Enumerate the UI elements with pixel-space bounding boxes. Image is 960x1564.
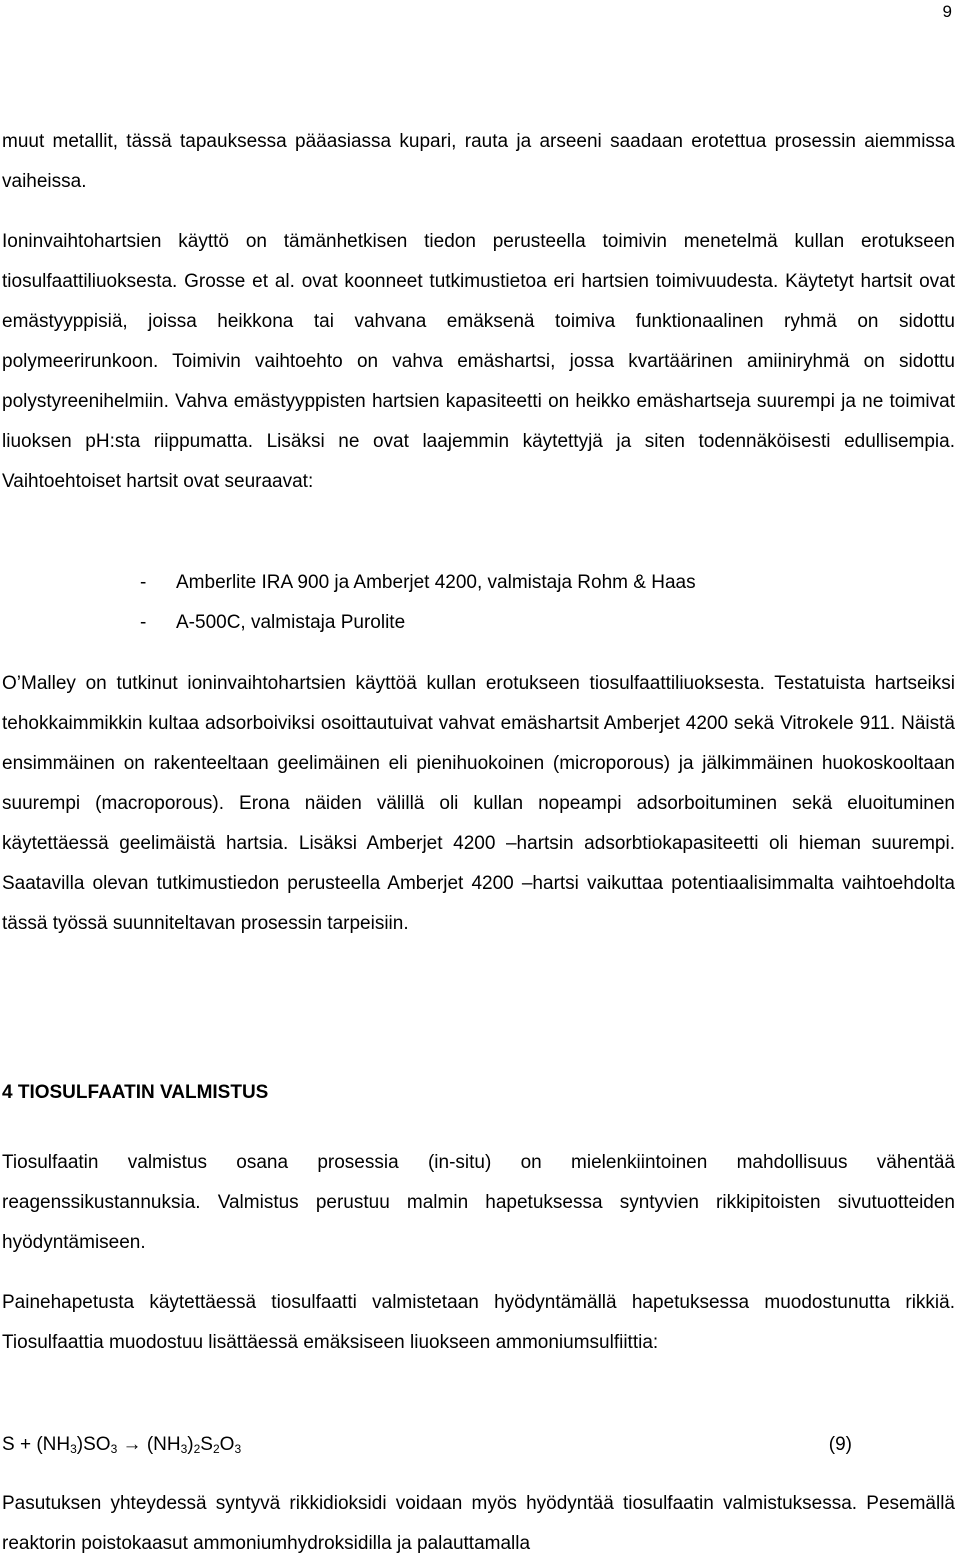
equation-number: (9) bbox=[828, 1434, 852, 1455]
paragraph-ion-exchange: Ioninvaihtohartsien käyttö on tämänhetkisen tiedon perusteella toimivin menetelmä kullan erotukseen tiosulfaattiliuoksesta. Grosse et al. ovat koonneet tutkimustietoa eri hartsien toimivuudesta. Käytetyt hartsit ovat emästyyppisiä, joissa heikkona tai vahvana emäksenä toimiva funktionaalinen ryhmä on sidottu polymeerirunkoon. Toimivin vaihtoehto on vahva emäshartsi, jossa kvartäärinen amiiniryhmä on sidottu polystyreenihelmiin. Vahva emästyyppisten hartsien kapasiteetti on heikko emäshartseja suurempi ja ne toimivat liuoksen pH:sta riippumatta. Lisäksi ne ovat laajemmin käytettyjä ja siten todennäköisesti edullisempia. Vaihtoehtoiset hartsit ovat seuraavat: bbox=[2, 231, 955, 492]
equation-9 bbox=[2, 1425, 852, 1465]
list-dash: - bbox=[140, 572, 147, 593]
list-item bbox=[0, 563, 696, 603]
list-dash: - bbox=[140, 612, 147, 633]
equation-formula: $S + (NH_3)SO_3 \to (NH_3)_2S_2O_3$ bbox=[2, 1434, 242, 1456]
paragraph-pressure-oxidation: Painehapetusta käytettäessä tiosulfaatti valmistetaan hyödyntämällä hapetuksessa muodostunutta rikkiä. Tiosulfaattia muodostuu lisättäessä emäksiseen liuokseen ammoniumsulfiittia: bbox=[2, 1292, 955, 1353]
resin-list bbox=[0, 563, 696, 643]
paragraph-omalley: O’Malley on tutkinut ioninvaihtohartsien käyttöä kullan erotukseen tiosulfaattiliuoksesta. Testatuista hartseiksi tehokkaimmikkin kultaa adsorboiviksi osoittautuivat vahvat emäshartsit Amberjet 4200 sekä Vitrokele 911. Näistä ensimmäinen on rakenteeltaan geelimäinen eli pienihuokoinen (microporous) ja jälkimmäinen huokoskooltaan suurempi (macroporous). Erona näiden välillä oli kullan nopeampi adsorboituminen sekä eluoituminen käytettäessä geelimäistä hartsia. Lisäksi Amberjet 4200 –hartsin adsorbtiokapasiteetti oli hieman suurempi. Saatavilla olevan tutkimustiedon perusteella Amberjet 4200 –hartsi vaikuttaa potentiaalisimmalta vaihtoehdolta tässä työssä suunniteltavan prosessin tarpeisiin. bbox=[2, 673, 955, 934]
page-number: 9 bbox=[942, 2, 952, 21]
list-item-text: A-500C, valmistaja Purolite bbox=[176, 612, 406, 633]
paragraph-roasting: Pasutuksen yhteydessä syntyvä rikkidioksidi voidaan myös hyödyntää tiosulfaatin valmistuksessa. Pesemällä reaktorin poistokaasut ammoniumhydroksidilla ja palauttamalla bbox=[2, 1493, 955, 1554]
paragraph-insitu: Tiosulfaatin valmistus osana prosessia (in-situ) on mielenkiintoinen mahdollisuus vähentää reagenssikustannuksia. Valmistus perustuu malmin hapetuksessa syntyvien rikkipitoisten sivutuotteiden hyödyntämiseen. bbox=[2, 1152, 955, 1253]
list-item-text: Amberlite IRA 900 ja Amberjet 4200, valmistaja Rohm & Haas bbox=[176, 572, 696, 593]
section-heading: 4 TIOSULFAATIN VALMISTUS bbox=[2, 1082, 269, 1103]
paragraph-metals: muut metallit, tässä tapauksessa pääasiassa kupari, rauta ja arseeni saadaan erotettua prosessin aiemmissa vaiheissa. bbox=[2, 131, 955, 192]
list-item bbox=[0, 603, 696, 643]
